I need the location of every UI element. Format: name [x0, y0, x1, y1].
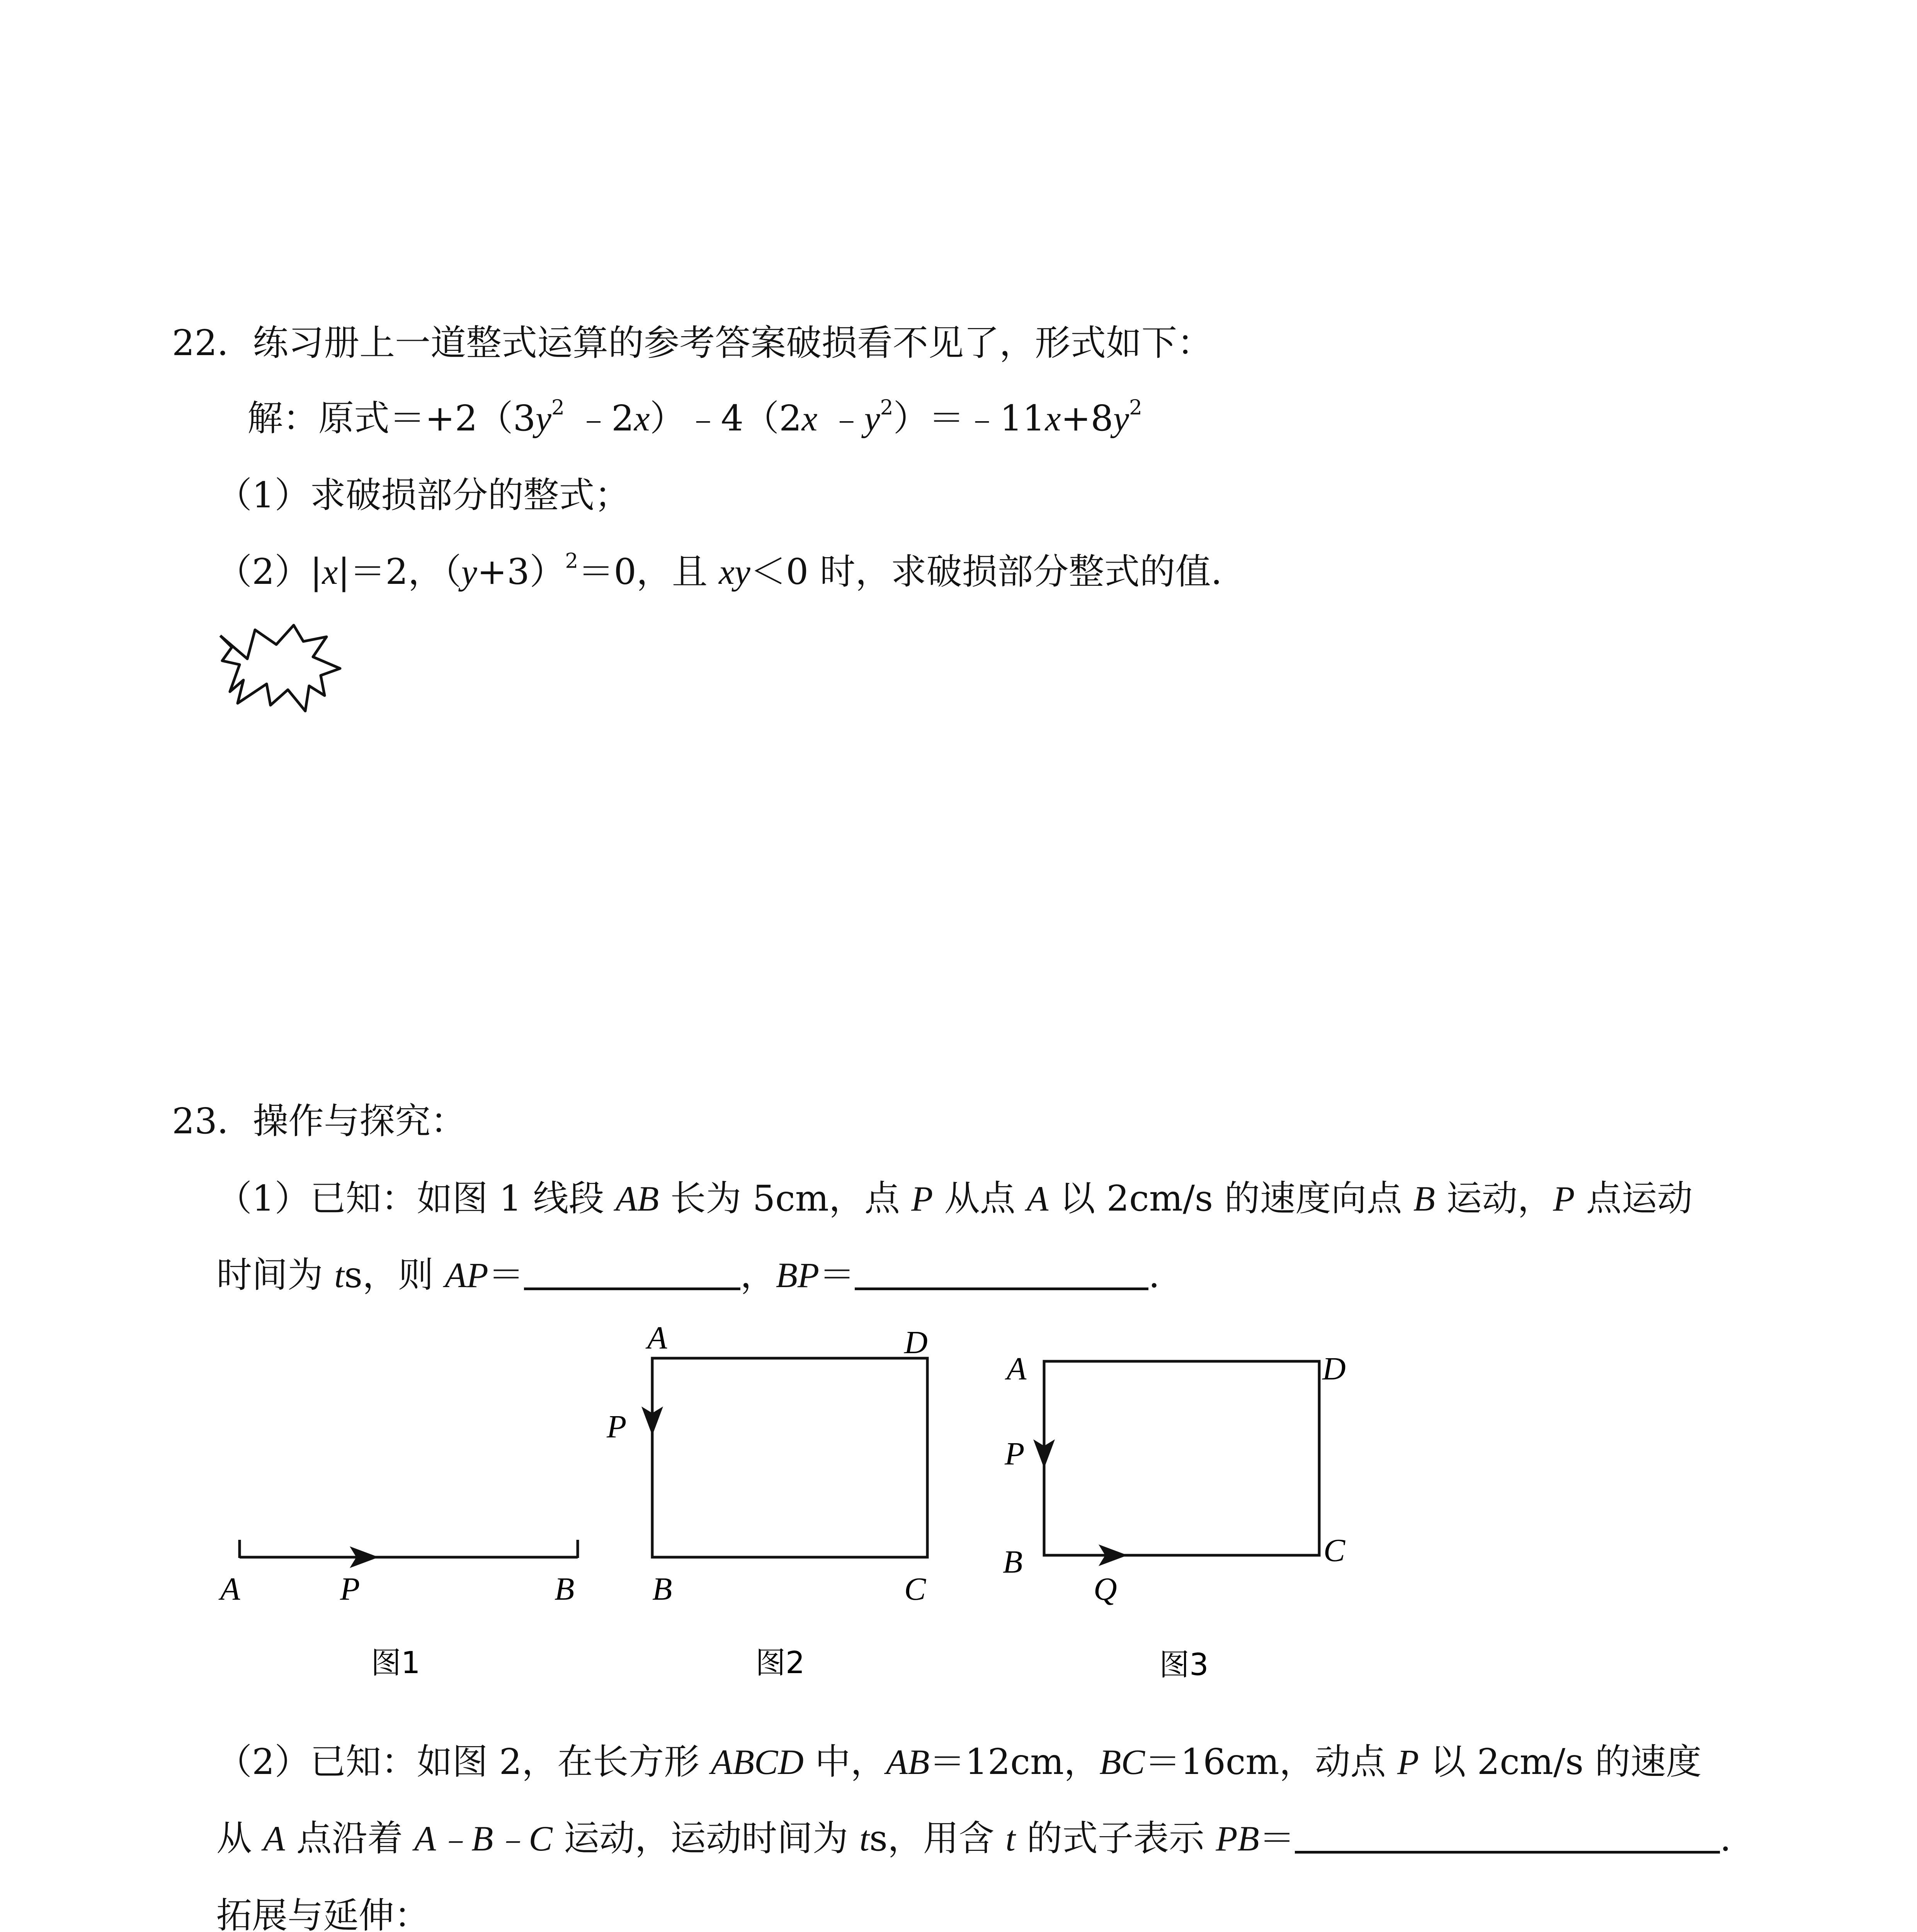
fig2-label-a: A: [647, 1320, 667, 1356]
fig2-caption: 图2: [755, 1646, 805, 1680]
rect-abcd-2: [652, 1358, 927, 1557]
q23-title: 23．操作与探究：: [172, 1100, 466, 1142]
q23-part1-line2: 时间为 ts，则 AP＝ ，BP＝ .: [216, 1254, 1160, 1296]
fig1-label-a: A: [220, 1571, 240, 1607]
figure-1: [218, 1540, 578, 1680]
figure-2: [606, 1320, 928, 1680]
fig1-caption: 图1: [371, 1646, 420, 1680]
q23-part2-line2: 从 A 点沿着 A﹣B﹣C 运动，运动时间为 ts，用含 t 的式子表示 PB＝ .: [216, 1818, 1731, 1859]
fig3-label-d: D: [1322, 1351, 1346, 1387]
fig3-label-p: P: [1005, 1436, 1025, 1472]
fig1-label-p: P: [340, 1571, 360, 1607]
fig2-label-b: B: [652, 1571, 672, 1607]
fig2-label-c: C: [904, 1571, 926, 1607]
fig3-label-a: A: [1007, 1351, 1027, 1387]
q23-part1-line1: （1）已知：如图 1 线段 AB 长为 5cm，点 P 从点 A 以 2cm/s 的速度向点 B 运动，P 点运动: [216, 1178, 1693, 1219]
q22-part1: （1）求破损部分的整式；: [216, 474, 630, 516]
q22-part2: （2）|x|＝2，$(y+3)^2=0$，且 xy＜0 时，求破损部分整式的值.: [216, 548, 1222, 592]
fig3-label-b: B: [1003, 1544, 1023, 1580]
q23-extension: 拓展与延伸：: [216, 1895, 430, 1932]
fig3-label-c: C: [1323, 1532, 1345, 1568]
q22-title: 22．练习册上一道整式运算的参考答案破损看不见了，形式如下：: [172, 322, 1213, 364]
figure-3: [1003, 1351, 1346, 1682]
fig1-label-b: B: [555, 1571, 575, 1607]
fig3-caption: 图3: [1159, 1648, 1209, 1682]
fig2-label-p: P: [607, 1409, 627, 1445]
q22-solution: 解：原式$=+2(3y^2$ ﹣2x）﹣4（2x $﹣y^2)=﹣11x+8y^2$: [247, 395, 1142, 439]
answer-blank-pb[interactable]: [1295, 1818, 1720, 1854]
fig3-label-q: Q: [1094, 1571, 1117, 1607]
rect-abcd-3: [1044, 1361, 1319, 1555]
fig2-label-d: D: [904, 1325, 928, 1361]
q23-part2-line1: （2）已知：如图 2，在长方形 ABCD 中，AB＝12cm，BC＝16cm，动点 P 以 2cm/s 的速度: [216, 1741, 1702, 1782]
